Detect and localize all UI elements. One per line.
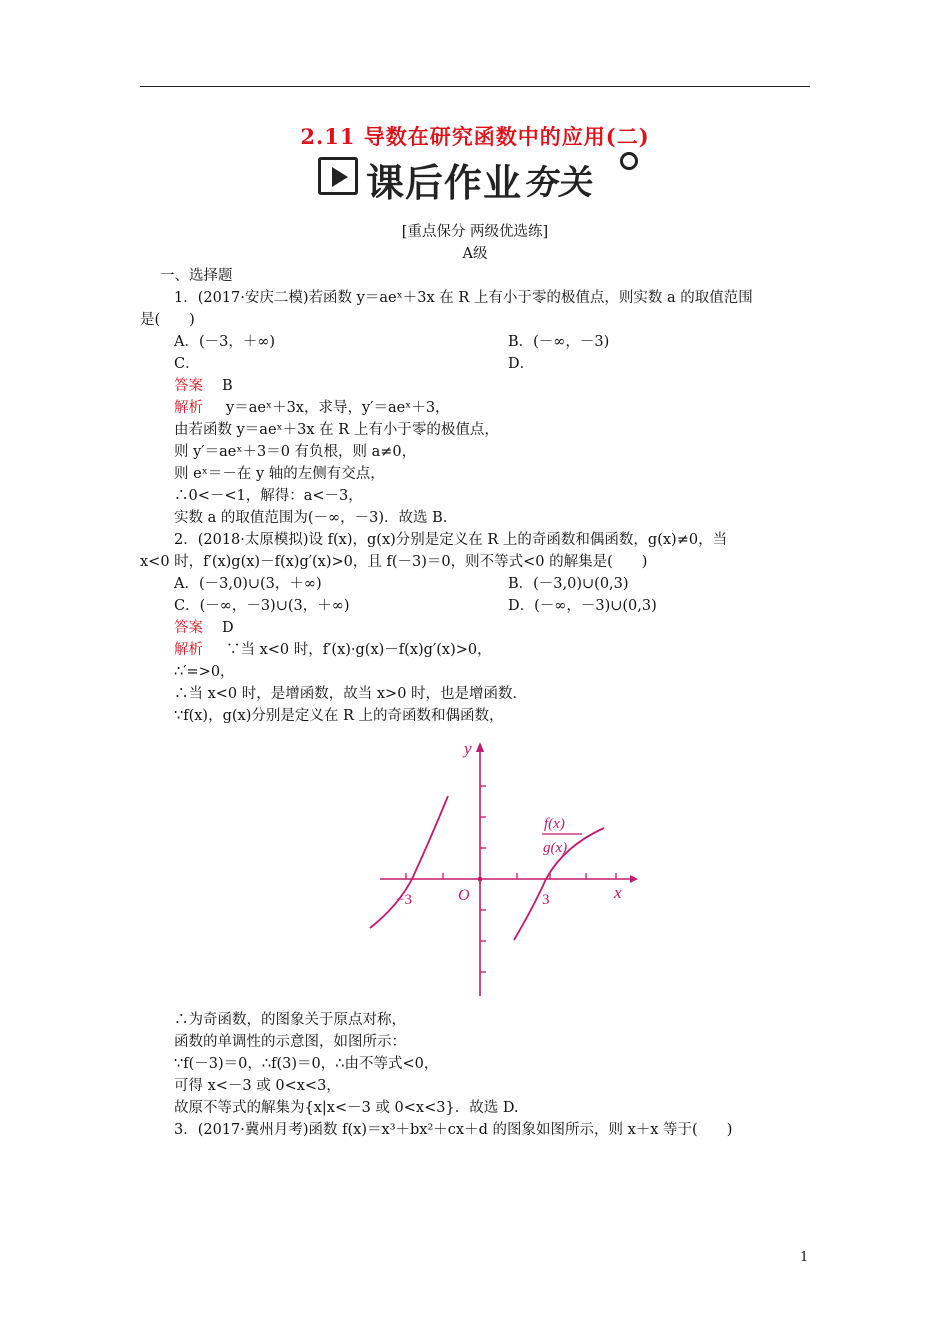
fraction-denominator: g(x) — [543, 840, 568, 856]
q2-analysis-line: 函数的单调性的示意图，如图所示： — [174, 1034, 406, 1050]
top-rule — [140, 86, 810, 87]
q2-option-c: C．(－∞，－3)∪(3，＋∞) — [174, 598, 350, 614]
play-icon — [318, 157, 358, 195]
q1-option-d: D． — [508, 356, 535, 372]
origin-label: O — [458, 887, 470, 904]
q1-analysis-line: 则 eˣ＝－在 y 轴的左侧有交点， — [174, 466, 385, 482]
q2-analysis-label: 解析 — [174, 642, 203, 658]
x-axis-label: x — [614, 883, 622, 902]
q2-stem: 2．(2018·太原模拟)设 f(x)，g(x)分别是定义在 R 上的奇函数和偶函数，g(x)≠0，当 — [174, 532, 728, 548]
function-graph — [338, 728, 646, 1004]
q2-analysis-line: 可得 x<－3 或 0<x<3， — [174, 1078, 341, 1094]
q2-analysis-line: ∴当 x<0 时，是增函数，故当 x>0 时，也是增函数． — [174, 686, 528, 702]
q1-stem: 1．(2017·安庆二模)若函数 y＝aeˣ＋3x 在 R 上有小于零的极值点，则实数 a 的取值范围 — [174, 290, 753, 306]
q1-option-a: A．(－3，＋∞) — [174, 334, 276, 350]
q2-analysis-line: 故原不等式的解集为{x|x<－3 或 0<x<3}．故选 D. — [174, 1100, 519, 1116]
q3-stem: 3．(2017·冀州月考)函数 f(x)＝x³＋bx²＋cx＋d 的图象如图所示，则 x＋x 等于( ) — [174, 1122, 733, 1138]
q2-option-d: D．(－∞，－3)∪(0,3) — [508, 598, 657, 614]
page-number: 1 — [800, 1250, 809, 1265]
q2-option-b: B．(－3,0)∪(0,3) — [508, 576, 629, 592]
q1-analysis-line: y＝aeˣ＋3x，求导，y′＝aeˣ＋3， — [226, 400, 450, 416]
q1-analysis-line: 则 y′＝aeˣ＋3＝0 有负根，则 a≠0， — [174, 444, 417, 460]
banner-main-text: 课后作业 — [366, 161, 523, 205]
q1-analysis-label: 解析 — [174, 400, 203, 416]
q1-answer-label: 答案 — [174, 378, 203, 394]
origin-point — [478, 877, 483, 882]
gear-icon — [620, 152, 638, 170]
q1-stem-cont: 是( ) — [140, 312, 195, 328]
y-axis-arrow — [476, 742, 484, 752]
q1-analysis-line: ∴0<－<1，解得：a<－3， — [174, 488, 363, 504]
part-heading: 一、选择题 — [160, 268, 233, 284]
q1-option-b: B．(－∞，－3) — [508, 334, 610, 350]
q2-analysis-line: ∵f(x)，g(x)分别是定义在 R 上的奇函数和偶函数， — [174, 708, 504, 724]
q2-analysis-line: ∴为奇函数，的图象关于原点对称， — [174, 1012, 406, 1028]
q1-option-c: C． — [174, 356, 200, 372]
x-axis-arrow — [630, 875, 638, 883]
q2-answer-value: D — [222, 620, 234, 636]
q2-stem-cont: x<0 时，f′(x)g(x)－f(x)g′(x)>0，且 f(－3)＝0，则不等式<0 的解集是( ) — [140, 554, 648, 570]
y-axis-label: y — [464, 739, 472, 758]
q1-analysis-line: 由若函数 y＝aeˣ＋3x 在 R 上有小于零的极值点， — [174, 422, 499, 438]
q2-answer-label: 答案 — [174, 620, 203, 636]
q1-analysis-line: 实数 a 的取值范围为(－∞，－3)．故选 B. — [174, 510, 448, 526]
q2-option-a: A．(－3,0)∪(3，＋∞) — [174, 576, 322, 592]
tick-label-neg3: −3 — [396, 892, 412, 908]
q2-analysis-line: ∵当 x<0 时，f′(x)·g(x)－f(x)g′(x)>0， — [226, 642, 492, 658]
q2-analysis-line: ∵f(－3)＝0，∴f(3)＝0，∴由不等式<0， — [174, 1056, 439, 1072]
page-title: 2.11 导数在研究函数中的应用(二) — [300, 124, 650, 149]
level-label: A级 — [462, 246, 488, 262]
fraction-numerator: f(x) — [544, 816, 565, 832]
curve-left — [370, 796, 448, 928]
q2-analysis-line: ∴′=>0， — [174, 664, 235, 680]
q1-answer-value: B — [222, 378, 233, 394]
homework-banner — [318, 152, 648, 205]
section-subtitle: [重点保分 两级优选练] — [401, 224, 549, 240]
tick-label-3: 3 — [542, 892, 550, 908]
banner-logo-text: 夯关 — [522, 163, 597, 203]
